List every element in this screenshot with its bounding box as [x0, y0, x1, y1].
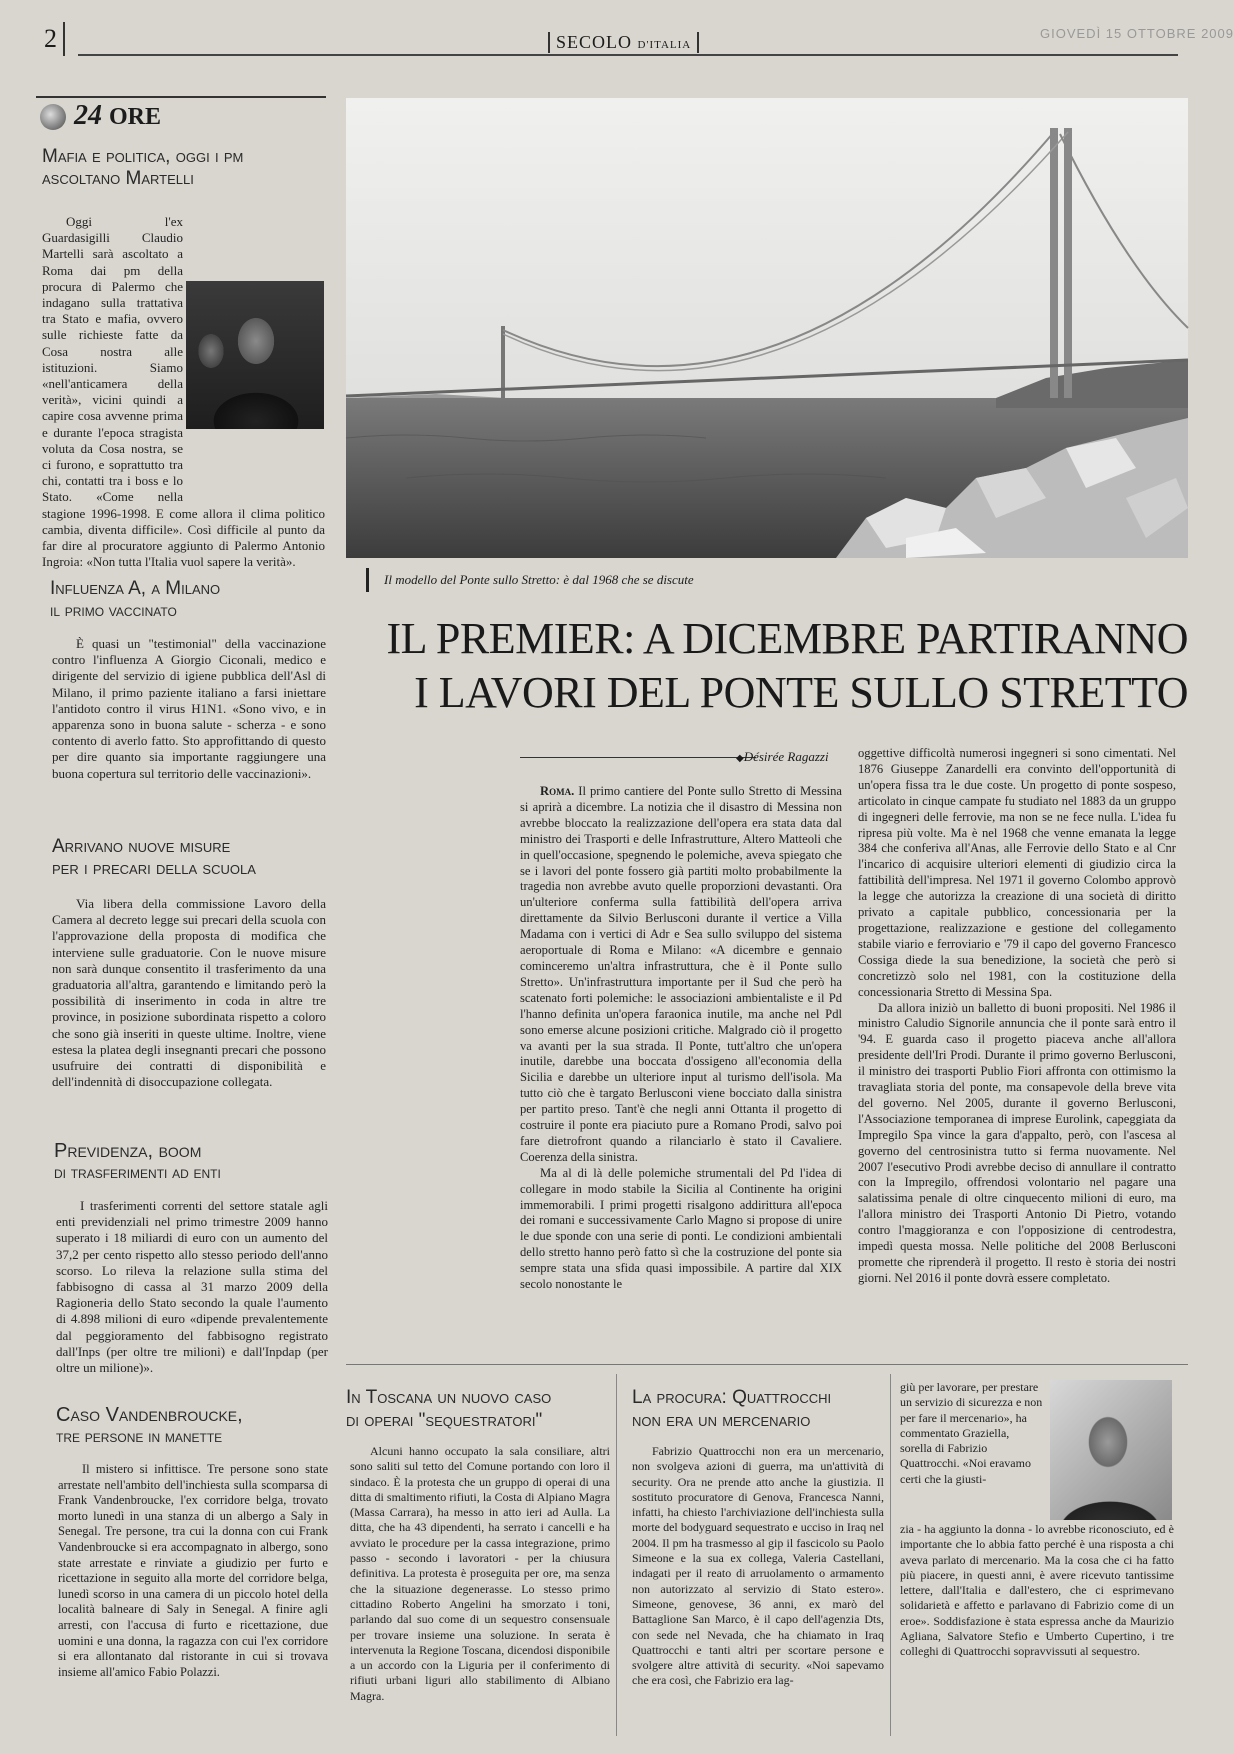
column-divider	[616, 1374, 617, 1736]
brief-headline-line1: Caso Vandenbroucke,	[56, 1404, 243, 1426]
brand-number: 24	[74, 100, 102, 131]
article-column-1	[520, 784, 842, 1332]
brief-headline-line2: tre persone in manette	[56, 1427, 223, 1446]
brand-word: ORE	[109, 104, 162, 130]
brief-headline-line1: Arrivano nuove misure	[52, 836, 231, 857]
brief-text: Oggi l'ex Guardasigilli Claudio Martelli sarà ascoltato a Roma dai pm della procura di Palermo che indagano sulla trattativa tra Stato e mafia, ovvero sulle richieste fatte da Cosa nostra alle istituzioni. Siamo «nell'anticamera della verità», vicini quindi a capire cosa avvenne prima e durante l'epoca stragista voluta da Cosa nostra, se ci furono, e soprattutto tra chi, contatti tra i boss e lo Stato. «Come nella stagione 1996-1998. E come allora il clima politico cambia, diventa difficile». Così difficile al punto da far dire al procuratore aggiunto di Palermo Antonio Ingroia: «Non tutta l'Italia vuol sapere la verità».	[42, 214, 325, 570]
brief-body	[52, 636, 326, 816]
brief-headline	[42, 146, 332, 190]
brief-text: È quasi un "testimonial" della vaccinazione contro l'influenza A Giorgio Ciconali, medico e dirigente del servizio di igiene pubblica dell'Asl di Milano, il primo paziente italiano a farsi iniettare l'antidoto contro il virus H1N1. «Sono vivo, e in apparenza sono in buona salute - scherza - e sono contento di averlo fatto. Sto approfittando di questo per dire quanto sia importante raggiungere una buona copertura sul territorio delle vaccinazioni».	[52, 636, 326, 781]
brief-headline-line2: ascoltano Martelli	[42, 168, 194, 189]
issue-date: GIOVEDÌ 15 OTTOBRE 2009	[1040, 26, 1234, 41]
newspaper-name-main: SECOLO	[556, 32, 633, 52]
column-divider	[890, 1374, 891, 1736]
toscana-text: Alcuni hanno occupato la sala consiliare, altri sono saliti sul tetto del Comune portando con loro il sindaco. È la protesta che un gruppo di operai di una ditta di smaltimento rifiuti, la Costa di Alpiano Magra (Massa Carrara), ha messo in atto ieri ad Aulla. La ditta, che ha 43 dipendenti, ha serrato i cancelli e ha avviato le procedure per la cassa integrazione, primo passo - secondo i lavoratori - per la chiusura definitiva. La protesta è proseguita per ore, ma senza che la situazione degenerasse. Lo stesso primo cittadino Roberto Angelini ha smorzato i toni, parlando dal suo come di un sequestro consensuale per trovare insieme una soluzione. In serata è intervenuta la Regione Toscana, dicendosi disponibile a un accordo con la Liguria per il conferimento di rifiuti urbani liguri allo stabilimento di Albiano Magra.	[350, 1444, 610, 1703]
brief-headline	[56, 1404, 336, 1448]
brief-body	[56, 1198, 328, 1394]
procura-text-continued: giù per lavorare, per prestare un servizio di sicurezza e non per fare il mercenario», ha commentato Graziella, sorella di Fabrizio Quattrocchi. «Noi eravamo certi che la giusti-	[900, 1380, 1043, 1486]
brief-body	[58, 1462, 328, 1738]
procura-text-continued: zia - ha aggiunto la donna - lo avrebbe riconosciuto, ed è importante che lo abbia fatto perché è una risposta a chi aveva parlato di mercenario. Ma la cosa che ci ha fatto più piacere, in questi anni, è avere ricevuto tantissime lettere, dall'Italia e dall'estero, che ci esprimevano solidarietà e affetto e parlavano di Fabrizio come di un eroe». Soddisfazione è stata espressa anche da Maurizio Agliana, Salvatore Stefio e Umberto Cupertino, i tre colleghi di Quattrocchi sopravvissuti al sequestro.	[900, 1522, 1174, 1659]
main-headline-line1: IL PREMIER: A DICEMBRE PARTIRANNO	[386, 614, 1188, 663]
brief-headline-line2: di trasferimenti ad enti	[54, 1163, 221, 1182]
section-brand	[36, 96, 326, 134]
brief-headline	[52, 836, 332, 880]
byline-rule	[520, 757, 756, 758]
brief-text: Via libera della commissione Lavoro della Camera al decreto legge sui precari della scuola con l'approvazione della proposta di modifica che interviene sulle graduatorie. Con le nuove misure non sarà dunque consentito il trasferimento da una graduatoria all'altra, garantendo e limitando però la possibilità di inserimento in coda in altre tre province, in posizione subordinata rispetto a coloro che sono già inseriti in queste ultime. Inoltre, viene estesa la platea degli insegnanti precari che possono usufruire dei contratti di disponibilità e dell'indennità di disoccupazione collegata.	[52, 896, 326, 1090]
brief-headline-line2: per i precari della scuola	[52, 858, 256, 879]
toscana-headline-line2: di operai "sequestratori"	[346, 1410, 543, 1431]
brief-headline	[54, 1140, 334, 1184]
article-paragraph: Da allora iniziò un balletto di buoni propositi. Nel 1986 il ministro Caludio Signorile annuncia che il ponte sarà entro il '94. E guarda caso il progetto piaceva anche all'allora presidente dell'Iri Prodi. Durante il primo governo Berlusconi, il ministro dei trasporti Publio Fiori affronta con ottimismo la travagliata storia del ponte, ma consapevole della breve vita del governo. Nel 2005, durante il governo Berlusconi, l'Associazione temporanea di imprese Eurolink, capeggiata da Impregilo Spa vince la gara d'appalto, però, con l'ascesa al governo del centrosinistra tutto si ferma nuovamente. Nel 2007 l'esecutivo Prodi avrebbe deciso di annullare il contratto con la Impregilo, offrendosi volontario nel pagare una salatissima penale di oltre cinquecento milioni di euro, ma l'allora ministro dei Trasporti Antonio Di Pietro, votando contro l'maggioranza e con l'opposizione di centrodestra, impedì questa mossa. Nelle politiche del 2008 Berlusconi promette che riprenderà il progetto. Il resto è storia dei nostri giorni. Nel 2016 il ponte dovrà essere completato.	[858, 1000, 1176, 1285]
brief-headline-line1: Previdenza, boom	[54, 1140, 202, 1162]
procura-body-continued-top	[900, 1380, 1044, 1520]
masthead-rule	[78, 54, 1178, 56]
main-headline-line2: I LAVORI DEL PONTE SULLO STRETTO	[414, 668, 1188, 717]
procura-body	[632, 1444, 884, 1738]
procura-body-continued	[900, 1522, 1174, 1738]
section-divider	[346, 1364, 1188, 1365]
toscana-headline-line1: In Toscana un nuovo caso	[346, 1387, 552, 1408]
newspaper-name	[548, 32, 699, 53]
bridge-photo	[346, 98, 1188, 558]
brief-headline-line1: Influenza A, a Milano	[50, 578, 221, 599]
brief-text: Il mistero si infittisce. Tre persone sono state arrestate nell'ambito dell'inchiesta sulla scomparsa di Frank Vandenbroucke, l'ex corridore belga, trovato morto lunedì in una stanza di un albergo a Saly in Senegal. Tre persone, tra cui la donna con cui Frank Vandenbroucke si era accompagnato in albergo, sono state arrestate e rinviate a giudizio per furto e ricettazione in seguito alla morte del corridore belga, lunedì scorso in una camera di un piccolo hotel della località balneare di Saly in Senegal. A finire agli arresti, con l'accusa di furto e ricettazione, due uomini e una donna, la ragazza con cui l'ex corridore si era allontanato dal ristorante in cui si trovava insieme all'amico Fabio Polazzi.	[58, 1462, 328, 1679]
procura-headline-line2: non era un mercenario	[632, 1410, 811, 1431]
brief-headline-line2: il primo vaccinato	[50, 601, 177, 620]
brief-headline-line1: Mafia e politica, oggi i pm	[42, 146, 244, 167]
newspaper-name-suffix: D'ITALIA	[637, 39, 692, 51]
page-number: 2	[44, 22, 65, 56]
brand-logo	[74, 100, 161, 132]
procura-headline-line1: La procura: Quattrocchi	[632, 1387, 832, 1408]
article-paragraph: Ma al di là delle polemiche strumentali del Pd l'idea di collegare in modo stabile la Sicilia al Continente ha origini immemorabili. I primi progetti risalgono addirittura all'epoca dei romani e successivamente Carlo Magno si propose di unire le due sponde con una serie di ponti. Le condizioni ambientali dello stretto hanno però fatto sì che la costruzione del ponte sia sempre stata una sfida quasi impossibile. A partire dal XIX secolo nonostante le	[520, 1165, 842, 1292]
main-headline	[346, 612, 1188, 720]
brief-headline	[50, 578, 330, 622]
procura-text: Fabrizio Quattrocchi non era un mercenario, non svolgeva azioni di guerra, ma un'attività di security. Ora ne prende atto anche la giustizia. Il sostituto procuratore di Genova, Francesca Nanni, infatti, ha chiesto l'archiviazione dell'inchiesta sulla morte del bodyguard sequestrato e ucciso in Iraq nel 2004. Il pm ha trasmesso al gip il fascicolo su Paolo Simeone e la sua ex collega, Valeria Castellani, indagati per il reato di arruolamento o armamento non autorizzato al servizio di Stato estero». Simeone, genovese, 36 anni, ex marò del Battaglione San Marco, è il capo dell'agenzia Dts, con sede nel Nevada, che ha chiamato in Iraq Quattrocchi e tanti altri per scortare persone e svolgere altre attività di security. «Noi sapevamo che era così, che Fabrizio era lag-	[632, 1444, 884, 1688]
dateline: Roma.	[540, 784, 575, 798]
caption-marker	[366, 568, 369, 592]
bridge-illustration	[346, 98, 1188, 558]
article-paragraph: oggettive difficoltà numerosi ingegneri si sono cimentati. Nel 1876 Giuseppe Zanardelli era convinto dell'opportunità di un'opera fissa tra le due coste. Un progetto di ponte sospeso, articolato in cinque campate fu studiato nel 1883 da un gruppo di ingegneri delle ferrovie, ma non se ne fece nulla. L'idea fu ripresa più volte. Ma è nel 1968 che venne emanata la legge 384 che conferiva all'Anas, alle Ferrovie dello Stato e al Cnr l'incarico di acquisire ulteriori elementi di giudizio circa la fattibilità dell'impresa. Nel 1971 il governo Colombo approvò la legge che autorizza la creazione di una società di diritto privato a capitale pubblico, concessionaria per la progettazione, realizzazione e gestione del collegamento stabile viario e ferroviario e '79 il capo del governo Francesco Cossiga diede la sua benedizione, la società che però si concretizzò solo nel 1981, con la costituzione della concessionaria Stretto di Messina Spa.	[858, 746, 1176, 999]
quattrocchi-photo	[1050, 1380, 1172, 1520]
article-paragraph	[520, 784, 842, 1166]
article-column-2	[858, 746, 1176, 1332]
procura-headline	[632, 1386, 888, 1432]
photo-caption: Il modello del Ponte sullo Stretto: è dal 1968 che se discute	[384, 572, 694, 587]
brief-text: I trasferimenti correnti del settore statale agli enti previdenziali nel primo trimestre 2009 hanno superato i 18 miliardi di euro con un aumento del 37,2 per cento rispetto allo stesso periodo dell'anno scorso. Lo rileva la relazione sulla stima del fabbisogno di cassa al 31 marzo 2009 della Ragioneria dello Stato secondo la quale l'aumento di 4.898 milioni di euro «dipende prevalentemente dal peggioramento del fabbisogno registrato dall'Inps (per oltre tre milioni) e dall'Inpdap (per oltre un milione)».	[56, 1198, 328, 1376]
toscana-body	[350, 1444, 610, 1738]
toscana-headline	[346, 1386, 608, 1432]
photo-float-spacer	[183, 280, 325, 496]
brief-body	[52, 896, 326, 1126]
globe-icon	[40, 104, 66, 130]
brief-body	[42, 214, 325, 570]
author-byline: ◆ Désirée Ragazzi	[736, 749, 829, 765]
article-text: Il primo cantiere del Ponte sullo Stretto di Messina si aprirà a dicembre. La notizia che il disastro di Messina non avrebbe bloccato la realizzazione dell'opera era stata data dal ministro dei Trasporti e delle Infrastrutture, Altero Matteoli che in quell'occasione, spegnendo le polemiche, aveva spiegato che se i lavori del ponte fossero già partiti molto probabilmente la tragedia non avrebbe avuto quelle proporzioni devastanti. Ora un'ulteriore conferma sulla fattibilità dell'opera arriva direttamente da Silvio Berlusconi durante il vertice a Villa Madama con i vertici di Adr e Sea sullo sviluppo del sistema aeroportuale di Roma e Milano: «A dicembre e gennaio cominceremo un'altra infrastruttura, che è il Ponte sullo Stretto». Un'infrastruttura importante per il Sud che però ha scatenato forti polemiche: le associazioni ambientaliste e il Pd l'hanno definita un'opera faraonica inutile, ma anche nel Pdl sono emerse alcune posizioni critiche. Malgrado ciò il progetto va avanti per la sua strada. Il Ponte, tutt'altro che un'opera inutile, darebbe una boccata d'ossigeno all'economia della Sicilia e darebbe un ulteriore input al turismo dell'isola. Ma tutto ciò che è targato Berlusconi viene bocciato dalla sinistra per partito preso. Tant'è che negli anni Ottanta il progetto di costruire il ponte era piaciuto pure a Romano Prodi, salvo poi fare dietrofront quando a rilanciarlo è stato il Cavaliere. Coerenza della sinistra.	[520, 784, 842, 1164]
